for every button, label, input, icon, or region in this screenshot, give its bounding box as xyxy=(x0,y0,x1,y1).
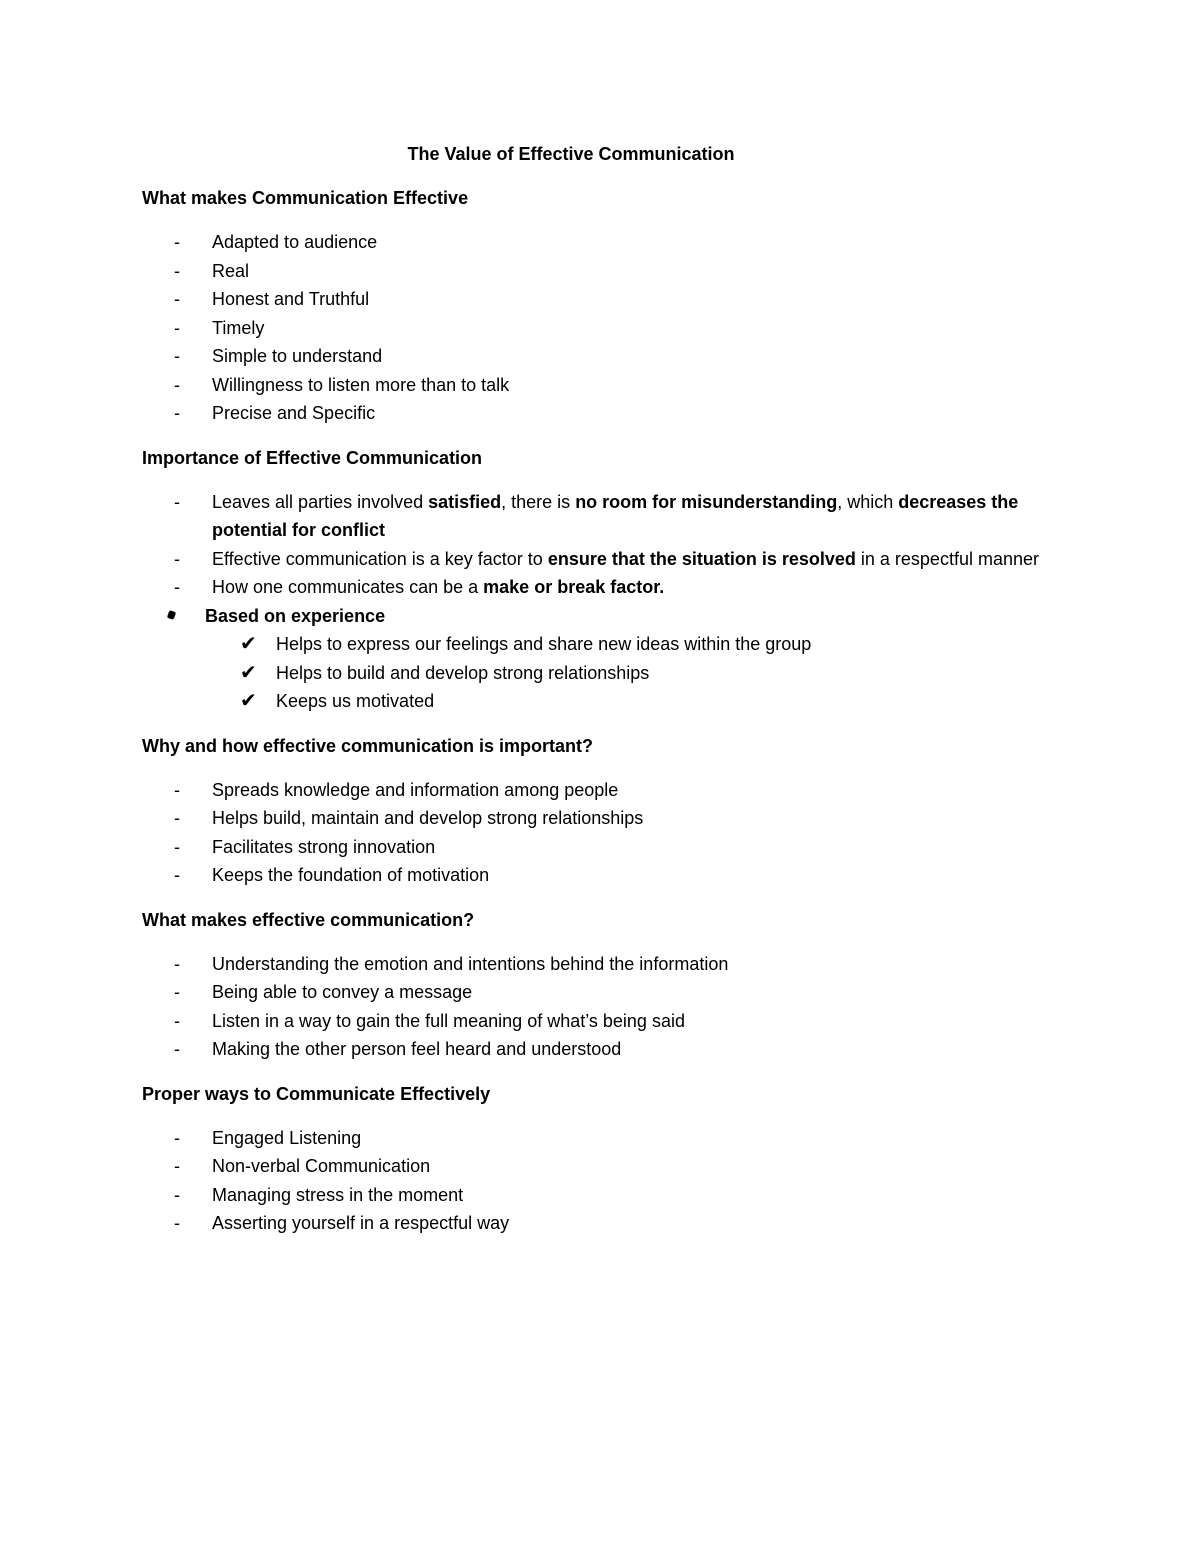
check-item: ✔ Keeps us motivated xyxy=(142,687,1042,716)
check-list xyxy=(142,630,1042,716)
list-item: - Listen in a way to gain the full meaning of what’s being said xyxy=(142,1007,1042,1036)
dash-marker: - xyxy=(174,1156,180,1176)
list-item: - How one communicates can be a make or break factor. xyxy=(142,573,1042,602)
list-importance xyxy=(142,488,1042,602)
list-item: - Real xyxy=(142,257,1042,286)
dash-marker: - xyxy=(174,1184,180,1205)
dash-marker: - xyxy=(174,865,180,885)
dash-marker: - xyxy=(174,548,180,569)
section-heading-importance: Importance of Effective Communication xyxy=(142,447,483,468)
dash-marker: - xyxy=(174,491,180,512)
dash-marker: - xyxy=(174,232,180,252)
list-item: - Honest and Truthful xyxy=(142,285,1042,314)
dash-marker: - xyxy=(174,953,180,974)
dash-marker: - xyxy=(174,982,180,1002)
list-what-makes xyxy=(142,228,1042,428)
bullet-item-experience: Based on experience xyxy=(142,602,1042,631)
dash-marker: - xyxy=(174,1213,180,1233)
document-title: The Value of Effective Communication xyxy=(407,144,735,164)
list-item: - Keeps the foundation of motivation xyxy=(142,861,1042,890)
list-item: - Simple to understand xyxy=(142,342,1042,371)
section-heading-proper-ways: Proper ways to Communicate Effectively xyxy=(142,1083,491,1104)
list-item: - Willingness to listen more than to talk xyxy=(142,371,1042,400)
document-body xyxy=(142,140,1042,1254)
list-item: - Helps build, maintain and develop strong relationships xyxy=(142,804,1042,833)
dash-marker: - xyxy=(174,260,180,281)
dash-marker: - xyxy=(174,1039,180,1059)
list-proper-ways xyxy=(142,1124,1042,1238)
dash-marker: - xyxy=(174,808,180,828)
dash-marker: - xyxy=(174,403,180,423)
check-item: ✔ Helps to build and develop strong relationships xyxy=(142,659,1042,688)
checkmark-icon: ✔ xyxy=(240,631,257,655)
bullet-dot-icon xyxy=(167,610,176,620)
list-item: - Adapted to audience xyxy=(142,228,1042,257)
dash-marker: - xyxy=(174,1010,180,1031)
list-why-how xyxy=(142,776,1042,890)
dash-marker: - xyxy=(174,374,180,395)
dash-marker: - xyxy=(174,346,180,366)
list-item: - Being able to convey a message xyxy=(142,978,1042,1007)
list-item: - Making the other person feel heard and understood xyxy=(142,1035,1042,1064)
list-what-makes-effective xyxy=(142,950,1042,1064)
list-item: - Understanding the emotion and intentions behind the information xyxy=(142,950,1042,979)
dash-marker: - xyxy=(174,1127,180,1148)
dash-marker: - xyxy=(174,836,180,857)
section-heading-what-makes-effective: What makes effective communication? xyxy=(142,909,475,930)
list-item: - Facilitates strong innovation xyxy=(142,833,1042,862)
checkmark-icon: ✔ xyxy=(240,688,257,712)
dash-marker: - xyxy=(174,779,180,800)
check-item: ✔ Helps to express our feelings and share new ideas within the group xyxy=(142,630,1042,659)
list-item: - Timely xyxy=(142,314,1042,343)
dash-marker: - xyxy=(174,289,180,309)
list-item: - Effective communication is a key factor to ensure that the situation is resolved in a respectful manner xyxy=(142,545,1042,574)
checkmark-icon: ✔ xyxy=(240,659,257,684)
list-item: - Engaged Listening xyxy=(142,1124,1042,1153)
list-item: - Spreads knowledge and information among people xyxy=(142,776,1042,805)
section-heading-why-how: Why and how effective communication is important? xyxy=(142,735,594,756)
list-item: - Asserting yourself in a respectful way xyxy=(142,1209,1042,1238)
dash-marker: - xyxy=(174,317,180,338)
section-heading-what-makes: What makes Communication Effective xyxy=(142,188,469,208)
list-item: - Non-verbal Communication xyxy=(142,1152,1042,1181)
dash-marker: - xyxy=(174,577,180,597)
list-item: - Precise and Specific xyxy=(142,399,1042,428)
list-item: - Leaves all parties involved satisfied, there is no room for misunderstanding, which decreases the potential for conflict xyxy=(142,488,1042,545)
list-item: - Managing stress in the moment xyxy=(142,1181,1042,1210)
